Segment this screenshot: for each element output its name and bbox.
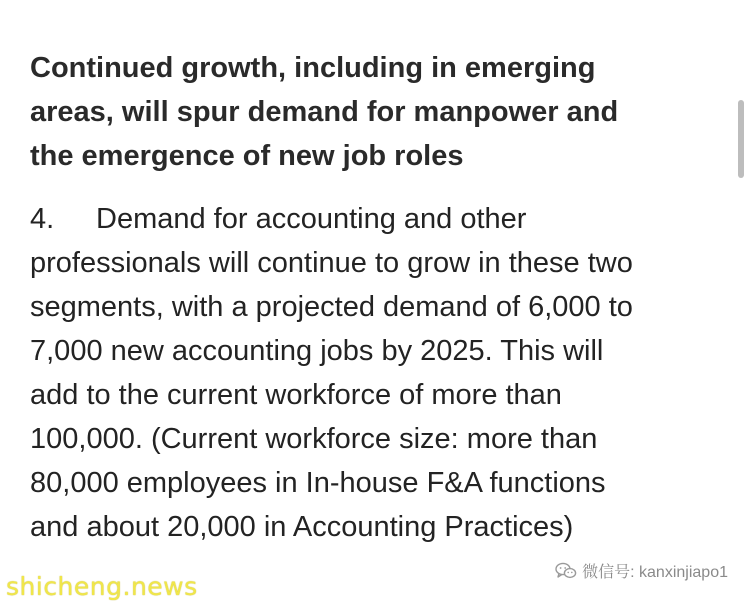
paragraph-number: 4. (30, 203, 55, 235)
body-paragraph (30, 197, 730, 549)
site-watermark: shicheng.news (6, 572, 198, 601)
heading-line: Continued growth, including in emerging (30, 52, 596, 84)
scrollbar-thumb[interactable] (738, 100, 744, 178)
paragraph-line: add to the current workforce of more than (30, 379, 562, 411)
paragraph-text: Demand for accounting and other (96, 203, 527, 235)
wechat-id: 微信号: kanxinjiapo1 (582, 564, 728, 581)
paragraph-line: 7,000 new accounting jobs by 2025. This will (30, 335, 604, 367)
paragraph-line: segments, with a projected demand of 6,000 to (30, 291, 633, 323)
heading-line: the emergence of new job roles (30, 140, 464, 172)
wechat-watermark (555, 559, 728, 582)
paragraph-line: 100,000. (Current workforce size: more than (30, 423, 598, 455)
heading-line: areas, will spur demand for manpower and (30, 96, 619, 128)
paragraph-line: and about 20,000 in Accounting Practices) (30, 511, 574, 543)
paragraph-line: 80,000 employees in In-house F&A functions (30, 467, 606, 499)
paragraph-line: professionals will continue to grow in these two (30, 247, 633, 279)
paragraph-line (30, 197, 730, 241)
section-heading (30, 46, 720, 178)
wechat-icon (555, 562, 577, 580)
